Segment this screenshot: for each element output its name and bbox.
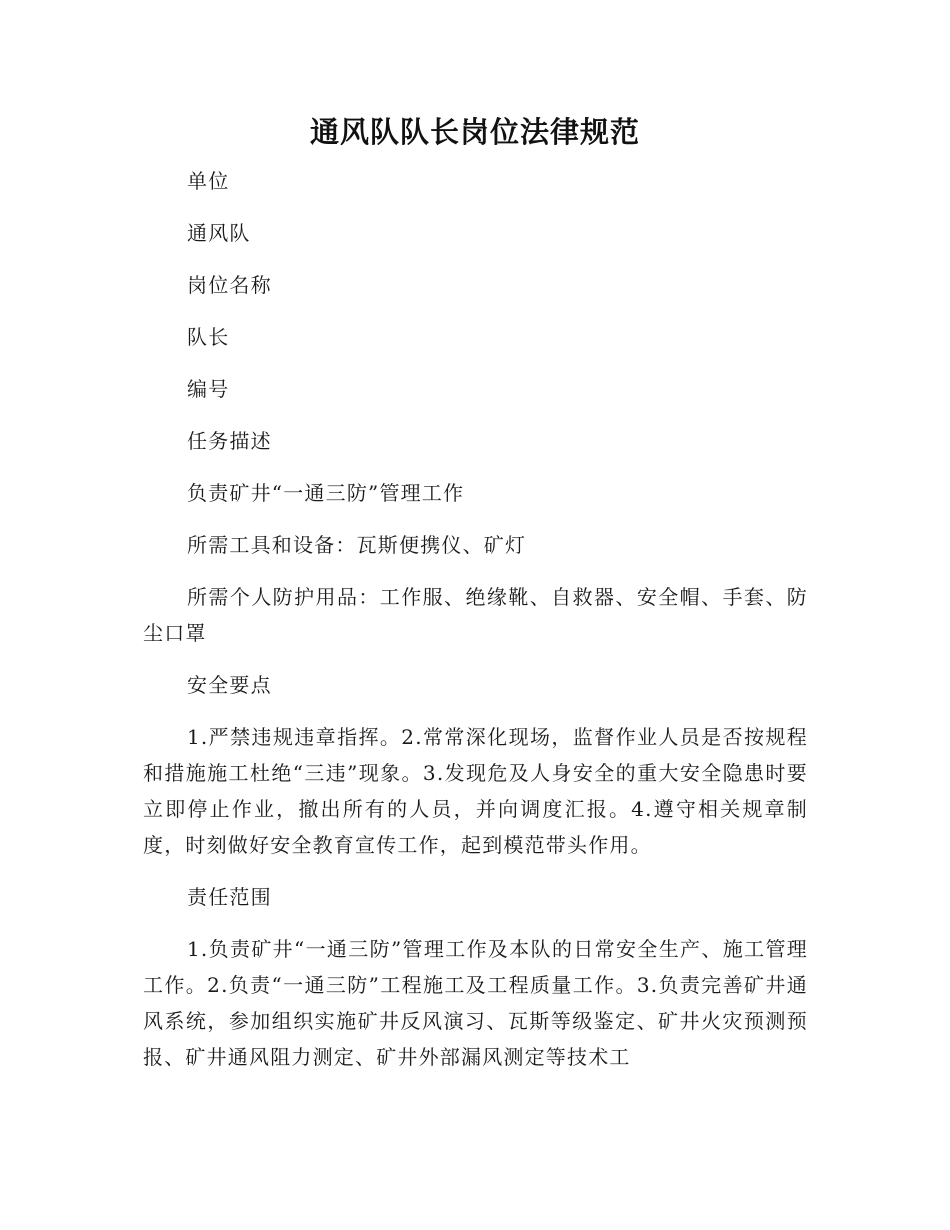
paragraph-unit-label: 单位 bbox=[187, 169, 230, 193]
paragraph-scope-label: 责任范围 bbox=[187, 885, 272, 909]
paragraph-protective-equipment: 所需个人防护用品：工作服、绝缘靴、自救器、安全帽、手套、防尘口罩 bbox=[143, 585, 808, 645]
paragraph-task-value: 负责矿井“一通三防”管理工作 bbox=[187, 481, 465, 505]
paragraph-position-value: 队长 bbox=[187, 325, 230, 349]
document-body bbox=[143, 163, 808, 1091]
paragraph-scope-content: 1.负责矿井“一通三防”管理工作及本队的日常安全生产、施工管理工作。2.负责“一通三防”工程施工及工程质量工作。3.负责完善矿井通风系统，参加组织实施矿井反风演习、瓦斯等级鉴定、矿井火灾预测预报、矿井通风阻力测定、矿井外部漏风测定等技术工 bbox=[143, 937, 808, 1069]
paragraph-safety-points: 1.严禁违规违章指挥。2.常常深化现场，监督作业人员是否按规程和措施施工杜绝“三违”现象。3.发现危及人身安全的重大安全隐患时要立即停止作业，撤出所有的人员，并向调度汇报。4.遵守相关规章制度，时刻做好安全教育宣传工作，起到模范带头作用。 bbox=[143, 725, 808, 857]
paragraph-safety-label: 安全要点 bbox=[187, 673, 272, 697]
document-title: 通风队队长岗位法律规范 bbox=[309, 115, 640, 149]
paragraph-tools: 所需工具和设备：瓦斯便携仪、矿灯 bbox=[187, 533, 527, 557]
paragraph-unit-value: 通风队 bbox=[187, 221, 251, 245]
paragraph-task-label: 任务描述 bbox=[187, 429, 272, 453]
paragraph-position-label: 岗位名称 bbox=[187, 273, 272, 297]
paragraph-number-label: 编号 bbox=[187, 377, 230, 401]
